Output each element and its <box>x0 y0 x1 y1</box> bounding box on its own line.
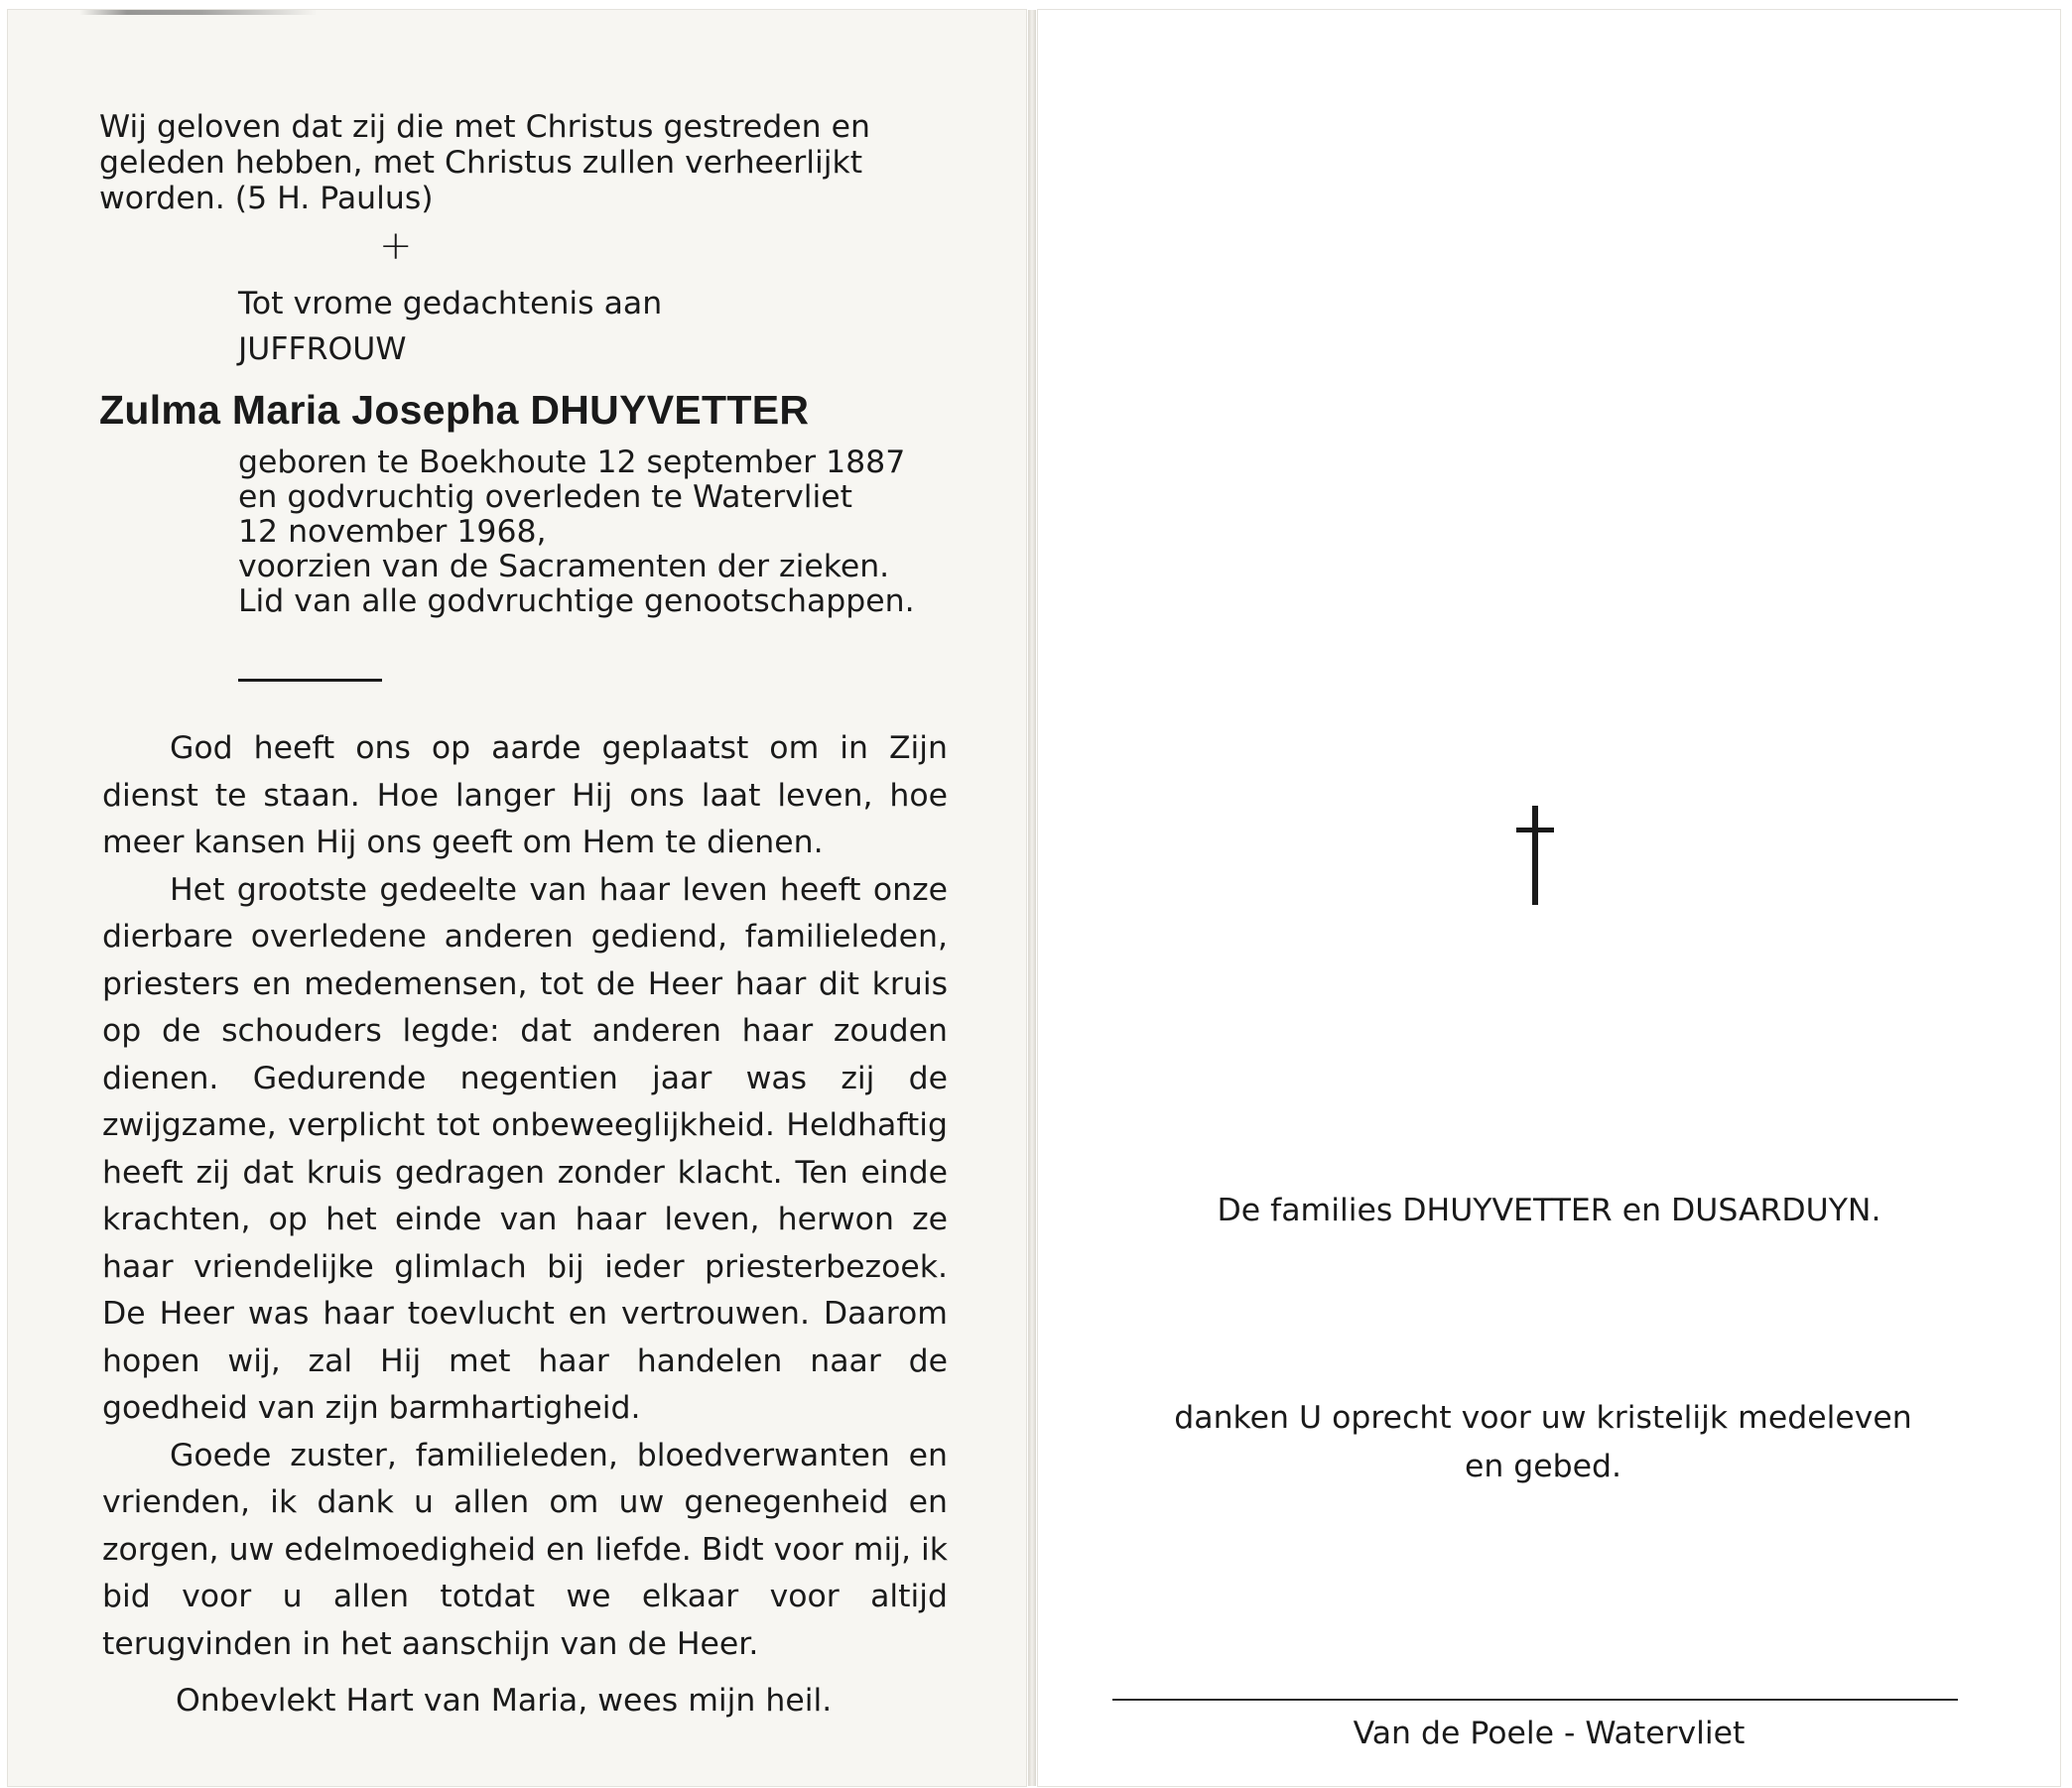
printer-credit: Van de Poele - Watervliet <box>1353 1716 1746 1751</box>
birth-death-details <box>238 446 953 619</box>
memory-line: Tot vrome gedachtenis aan <box>238 286 663 321</box>
quote-line-3: worden. (5 H. Paulus) <box>99 181 434 216</box>
birth-line-3: 12 november 1968, <box>238 514 547 550</box>
paragraph-3: Goede zuster, familieleden, bloedverwanten en vrienden, ik dank u allen om uw genegenheid en zorgen, uw edelmoedigheid en liefde. Bidt voor mij, ik bid voor u allen totdat we elkaar voor altijd terugvinden in het aanschijn van de Heer. <box>102 1437 948 1662</box>
cross-symbol: + <box>379 223 413 269</box>
thanks-line-1: danken U oprecht voor uw kristelijk medeleven <box>1174 1400 1912 1436</box>
divider-long <box>1112 1699 1958 1701</box>
quote-line-1: Wij geloven dat zij die met Christus gestreden en <box>99 109 870 145</box>
thanks-line-2: en gebed. <box>1464 1449 1622 1484</box>
birth-line-4: voorzien van de Sacramenten der zieken. <box>238 549 890 584</box>
print-smudge <box>79 10 318 15</box>
title-line: JUFFROUW <box>238 331 407 367</box>
paragraph-2: Het grootste gedeelte van haar leven heeft onze dierbare overledene anderen gediend, familieleden, priesters en medemensen, tot de Heer haar dit kruis op de schouders legde: dat anderen haar zouden dienen. Gedurende negentien jaar was zij de zwijgzame, verplicht tot onbeweeglijkheid. Heldhaftig heeft zij dat kruis gedragen zonder klacht. Ten einde krachten, op het einde van haar leven, herwon ze haar vriendelijke glimlach bij ieder priesterbezoek. De Heer was haar toevlucht en vertrouwen. Daarom hopen wij, zal Hij met haar handelen naar de goedheid van zijn barmhartigheid. <box>102 871 948 1426</box>
quote-line-2: geleden hebben, met Christus zullen verheerlijkt <box>99 145 863 181</box>
birth-line-2: en godvruchtig overleden te Watervliet <box>238 479 853 515</box>
deceased-name: Zulma Maria Josepha DHUYVETTER <box>99 387 810 433</box>
memory-block <box>238 281 662 372</box>
families-line: De families DHUYVETTER en DUSARDUYN. <box>1217 1193 1881 1228</box>
latin-cross-icon <box>1516 806 1554 905</box>
memorial-text <box>102 725 948 1725</box>
birth-line-1: geboren te Boekhoute 12 september 1887 <box>238 445 906 480</box>
birth-line-5: Lid van alle godvruchtige genootschappen. <box>238 583 915 619</box>
closing-prayer: Onbevlekt Hart van Maria, wees mijn heil. <box>176 1683 833 1719</box>
thanks-block <box>1121 1394 1965 1491</box>
paragraph-1: God heeft ons op aarde geplaatst om in Zijn dienst te staan. Hoe langer Hij ons laat leven, hoe meer kansen Hij ons geeft om Hem te dienen. <box>102 730 948 860</box>
divider-short <box>238 679 382 682</box>
page-fold <box>1028 10 1036 1786</box>
scripture-quote <box>99 109 953 216</box>
